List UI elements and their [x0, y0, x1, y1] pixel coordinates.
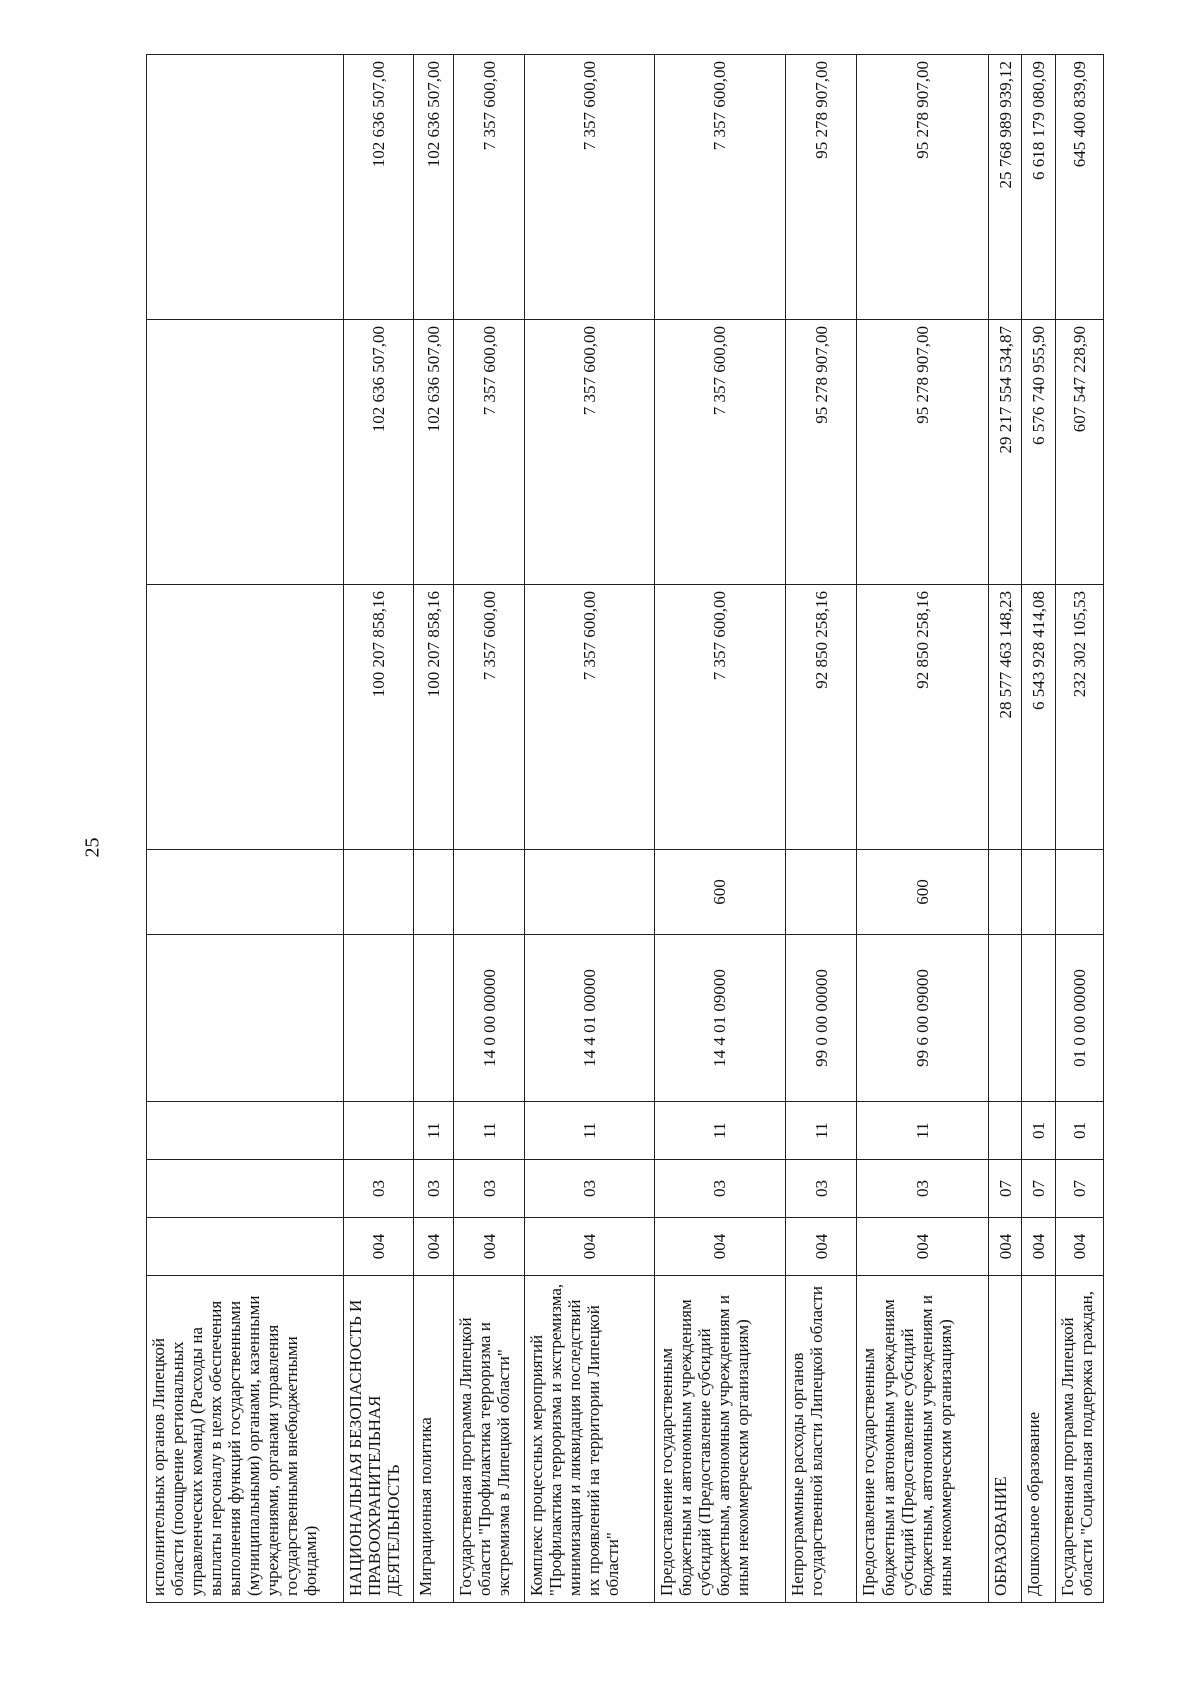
amount-year2-cell: 607 547 228,90: [1055, 320, 1103, 585]
row-name-cell: Государственная программа Липецкой области "Профилактика терроризма и экстремизма в Липецкой области": [453, 1276, 524, 1603]
target-article-cell: [147, 935, 344, 1102]
target-article-cell: 14 4 01 09000: [654, 935, 786, 1102]
subsection-cell: [343, 1102, 413, 1160]
amount-year2-cell: 6 576 740 955,90: [1022, 320, 1055, 585]
target-article-cell: 14 4 01 00000: [525, 935, 654, 1102]
section-cell: 03: [453, 1160, 524, 1218]
amount-year2-cell: 29 217 554 534,87: [989, 320, 1022, 585]
table-row: [413, 55, 453, 1603]
table-row: [343, 55, 413, 1603]
amount-year2-cell: 7 357 600,00: [654, 320, 786, 585]
amount-year1-cell: 92 850 258,16: [786, 585, 857, 850]
amount-year2-cell: 95 278 907,00: [857, 320, 989, 585]
amount-year3-cell: 6 618 179 080,09: [1022, 55, 1055, 320]
section-cell: 03: [343, 1160, 413, 1218]
amount-year1-cell: 7 357 600,00: [453, 585, 524, 850]
subsection-cell: 11: [654, 1102, 786, 1160]
subsection-cell: [147, 1102, 344, 1160]
budget-table: [146, 54, 1104, 1603]
table-row: [654, 55, 786, 1603]
amount-year2-cell: 7 357 600,00: [453, 320, 524, 585]
row-name-cell: Дошкольное образование: [1022, 1276, 1055, 1603]
subsection-cell: 11: [857, 1102, 989, 1160]
table-row: [147, 55, 344, 1603]
table-row: [786, 55, 857, 1603]
row-name-cell: НАЦИОНАЛЬНАЯ БЕЗОПАСНОСТЬ И ПРАВООХРАНИТЕЛЬНАЯ ДЕЯТЕЛЬНОСТЬ: [343, 1276, 413, 1603]
expense-type-cell: [1055, 850, 1103, 935]
subsection-cell: 11: [525, 1102, 654, 1160]
table-row: [989, 55, 1022, 1603]
amount-year2-cell: 102 636 507,00: [343, 320, 413, 585]
row-name-cell: Государственная программа Липецкой области "Социальная поддержка граждан,: [1055, 1276, 1103, 1603]
row-name-cell: Миграционная политика: [413, 1276, 453, 1603]
amount-year3-cell: 102 636 507,00: [343, 55, 413, 320]
expense-type-cell: 600: [857, 850, 989, 935]
row-name-cell: ОБРАЗОВАНИЕ: [989, 1276, 1022, 1603]
subsection-cell: 11: [786, 1102, 857, 1160]
target-article-cell: 99 6 00 09000: [857, 935, 989, 1102]
subsection-cell: 11: [453, 1102, 524, 1160]
expense-type-cell: [343, 850, 413, 935]
table-row: [857, 55, 989, 1603]
expense-type-cell: [147, 850, 344, 935]
expense-type-cell: [989, 850, 1022, 935]
target-article-cell: [989, 935, 1022, 1102]
row-name-cell: Предоставление государственным бюджетным и автономным учреждениям субсидий (Предоставление субсидий бюджетным, автономным учреждениям и иным некоммерческим организациям): [857, 1276, 989, 1603]
expense-type-cell: [525, 850, 654, 935]
section-cell: 03: [654, 1160, 786, 1218]
page-number: 25: [81, 837, 104, 858]
budget-table-container: [146, 55, 1104, 1603]
ved-cell: 004: [654, 1218, 786, 1276]
table-row: [525, 55, 654, 1603]
target-article-cell: [343, 935, 413, 1102]
amount-year1-cell: 92 850 258,16: [857, 585, 989, 850]
section-cell: [147, 1160, 344, 1218]
amount-year1-cell: 7 357 600,00: [654, 585, 786, 850]
target-article-cell: 14 0 00 00000: [453, 935, 524, 1102]
ved-cell: 004: [857, 1218, 989, 1276]
amount-year3-cell: 7 357 600,00: [654, 55, 786, 320]
amount-year1-cell: 232 302 105,53: [1055, 585, 1103, 850]
row-name-cell: Комплекс процессных мероприятий "Профилактика терроризма и экстремизма, минимизация и ликвидация последствий их проявлений на территории Липецкой области": [525, 1276, 654, 1603]
ved-cell: 004: [413, 1218, 453, 1276]
row-name-cell: Предоставление государственным бюджетным и автономным учреждениям субсидий (Предоставление субсидий бюджетным, автономным учреждениям и иным некоммерческим организациям): [654, 1276, 786, 1603]
ved-cell: 004: [1022, 1218, 1055, 1276]
ved-cell: 004: [453, 1218, 524, 1276]
ved-cell: 004: [1055, 1218, 1103, 1276]
table-row: [1055, 55, 1103, 1603]
amount-year3-cell: 7 357 600,00: [525, 55, 654, 320]
target-article-cell: [413, 935, 453, 1102]
section-cell: 07: [1022, 1160, 1055, 1218]
amount-year1-cell: 7 357 600,00: [525, 585, 654, 850]
amount-year3-cell: 95 278 907,00: [786, 55, 857, 320]
subsection-cell: 01: [1055, 1102, 1103, 1160]
ved-cell: 004: [989, 1218, 1022, 1276]
table-row: [1022, 55, 1055, 1603]
amount-year3-cell: 7 357 600,00: [453, 55, 524, 320]
ved-cell: [147, 1218, 344, 1276]
subsection-cell: 11: [413, 1102, 453, 1160]
target-article-cell: 99 0 00 00000: [786, 935, 857, 1102]
row-name-cell: исполнительных органов Липецкой области (поощрение региональных управленческих команд) (Расходы на выплаты персоналу в целях обеспечения выполнения функций государственными (муниципальными) органами, казенными учреждениями, органами управления государственными внебюджетными фондами): [147, 1276, 344, 1603]
amount-year3-cell: 645 400 839,09: [1055, 55, 1103, 320]
expense-type-cell: [453, 850, 524, 935]
section-cell: 07: [989, 1160, 1022, 1218]
amount-year2-cell: 95 278 907,00: [786, 320, 857, 585]
amount-year3-cell: 25 768 989 939,12: [989, 55, 1022, 320]
budget-table-body: [147, 55, 1104, 1603]
amount-year1-cell: 28 577 463 148,23: [989, 585, 1022, 850]
amount-year1-cell: 100 207 858,16: [343, 585, 413, 850]
subsection-cell: [989, 1102, 1022, 1160]
expense-type-cell: [1022, 850, 1055, 935]
amount-year2-cell: 102 636 507,00: [413, 320, 453, 585]
ved-cell: 004: [525, 1218, 654, 1276]
row-name-cell: Непрограммные расходы органов государственной власти Липецкой области: [786, 1276, 857, 1603]
expense-type-cell: 600: [654, 850, 786, 935]
amount-year1-cell: 6 543 928 414,08: [1022, 585, 1055, 850]
section-cell: 03: [857, 1160, 989, 1218]
target-article-cell: 01 0 00 00000: [1055, 935, 1103, 1102]
amount-year3-cell: 102 636 507,00: [413, 55, 453, 320]
ved-cell: 004: [786, 1218, 857, 1276]
section-cell: 03: [525, 1160, 654, 1218]
section-cell: 03: [786, 1160, 857, 1218]
amount-year3-cell: [147, 55, 344, 320]
section-cell: 07: [1055, 1160, 1103, 1218]
amount-year1-cell: 100 207 858,16: [413, 585, 453, 850]
table-row: [453, 55, 524, 1603]
section-cell: 03: [413, 1160, 453, 1218]
amount-year2-cell: 7 357 600,00: [525, 320, 654, 585]
expense-type-cell: [786, 850, 857, 935]
target-article-cell: [1022, 935, 1055, 1102]
amount-year2-cell: [147, 320, 344, 585]
ved-cell: 004: [343, 1218, 413, 1276]
expense-type-cell: [413, 850, 453, 935]
amount-year3-cell: 95 278 907,00: [857, 55, 989, 320]
subsection-cell: 01: [1022, 1102, 1055, 1160]
amount-year1-cell: [147, 585, 344, 850]
